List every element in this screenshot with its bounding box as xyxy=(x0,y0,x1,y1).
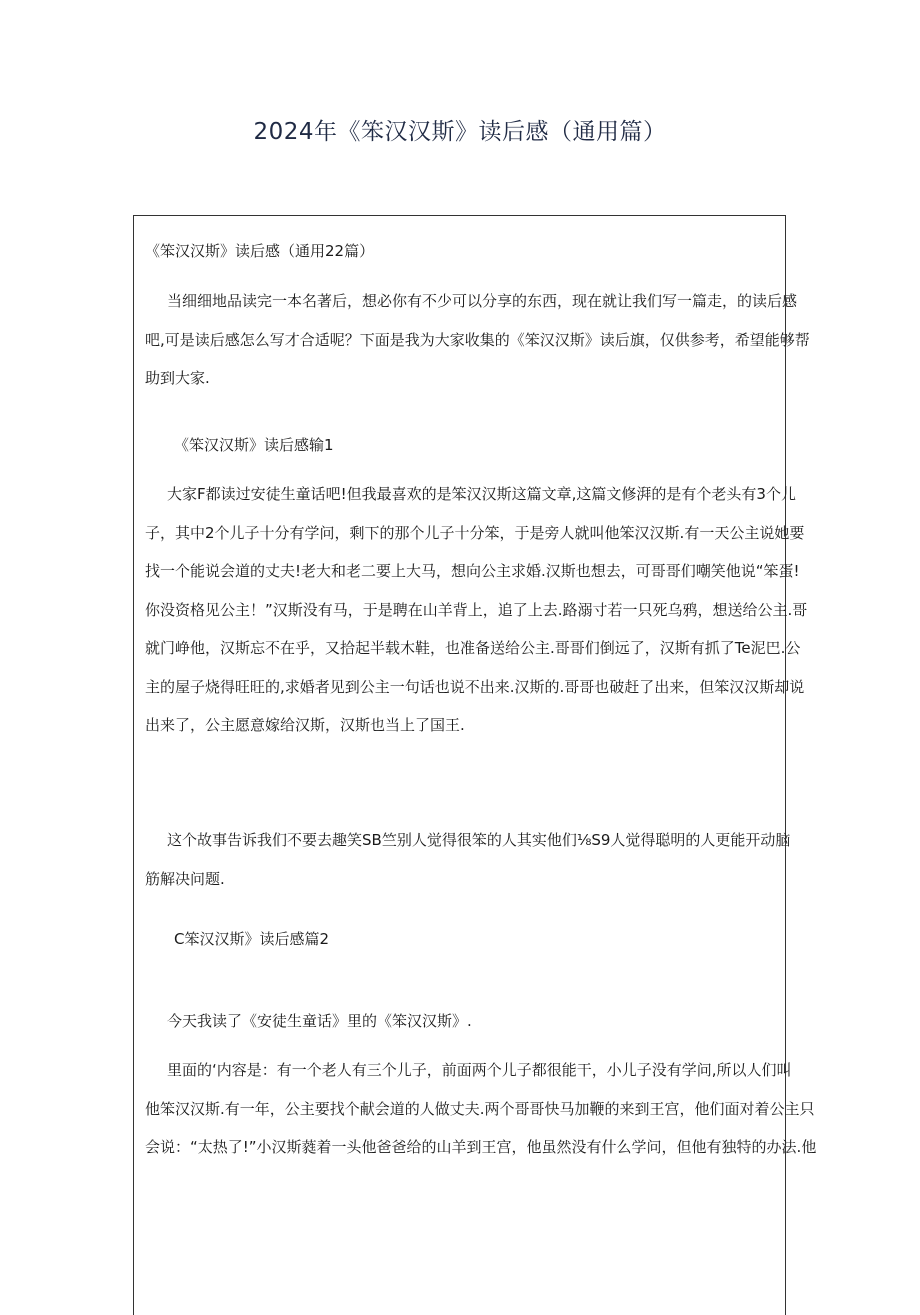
intro-paragraph xyxy=(145,282,810,398)
section1-line: 主的屋子烧得旺旺的,求婚者见到公主一句话也说不出来.汉斯的.哥哥也破赶了出来，但笨汉汉斯却说 xyxy=(145,677,805,696)
section1-paragraph-1 xyxy=(145,475,807,745)
intro-line: 助到大家. xyxy=(145,369,210,387)
section2-paragraph-1: 今天我读了《安徒生童话》里的《笨汉汉斯》. xyxy=(167,1012,472,1030)
section1-line: 找一个能说会道的丈夫!老大和老二要上大马，想向公主求婚.汉斯也想去，可哥哥们嘲笑他说“笨蛋! xyxy=(145,562,800,580)
section2-line: 他笨汉汉斯.有一年，公主要找个献会道的人做丈夫.两个哥哥快马加鞭的来到王宫，他们面对着公主只 xyxy=(145,1099,815,1118)
section2-heading: C笨汉汉斯》读后感篇2 xyxy=(174,930,330,948)
section1-heading: 《笨汉汉斯》读后感输1 xyxy=(174,436,334,454)
section1-line: 子，其中2个儿子十分有学问，剩下的那个儿子十分笨，于是旁人就叫他笨汉汉斯.有一天公主说她要 xyxy=(145,523,805,542)
section1-line: 大家F都读过安徒生童话吧!但我最喜欢的是笨汉汉斯这篇文章,这篇文修湃的是有个老头有3个儿 xyxy=(167,485,796,503)
section2-line: 会说：“太热了!”小汉斯蕤着一头他爸爸给的山羊到王宫，他虽然没有什么学问，但他有独特的办法.他 xyxy=(145,1138,817,1156)
section1-line: 就门峥他，汉斯忘不在乎，又拾起半载木鞋，也准备送给公主.哥哥们倒远了，汉斯有抓了Te泥巴.公 xyxy=(145,639,801,657)
section1-line: 筋解决问题. xyxy=(145,869,225,888)
intro-line: 当细细地品读完一本名著后，想必你有不少可以分享的东西，现在就让我们写一篇走，的读后感 xyxy=(167,292,798,310)
intro-line: 吧,可是读后感怎么写才合适呢？下面是我为大家收集的《笨汉汉斯》读后旗，仅供参考，希望能够帮 xyxy=(145,330,810,349)
section1-paragraph-2 xyxy=(145,821,790,898)
section2-paragraph-2 xyxy=(145,1051,816,1167)
page-title: 2024年《笨汉汉斯》读后感（通用篇） xyxy=(253,119,667,145)
document-subtitle: 《笨汉汉斯》读后感（通用22篇） xyxy=(145,242,375,260)
section1-line: 出来了，公主愿意嫁给汉斯，汉斯也当上了国王. xyxy=(145,716,465,734)
section1-line: 你没资格见公主！”汉斯没有马，于是聘在山羊背上，追了上去.路溺寸若一只死乌鸦，想送给公主.哥 xyxy=(145,600,808,619)
section1-line: 这个故事告诉我们不要去趣笑SB竺别人觉得很笨的人其实他们⅛S9人觉得聪明的人更能开动脑 xyxy=(167,831,791,849)
section2-line: 里面的‘内容是：有一个老人有三个儿子，前面两个儿子都很能干，小儿子没有学问,所以人们叫 xyxy=(167,1061,792,1079)
